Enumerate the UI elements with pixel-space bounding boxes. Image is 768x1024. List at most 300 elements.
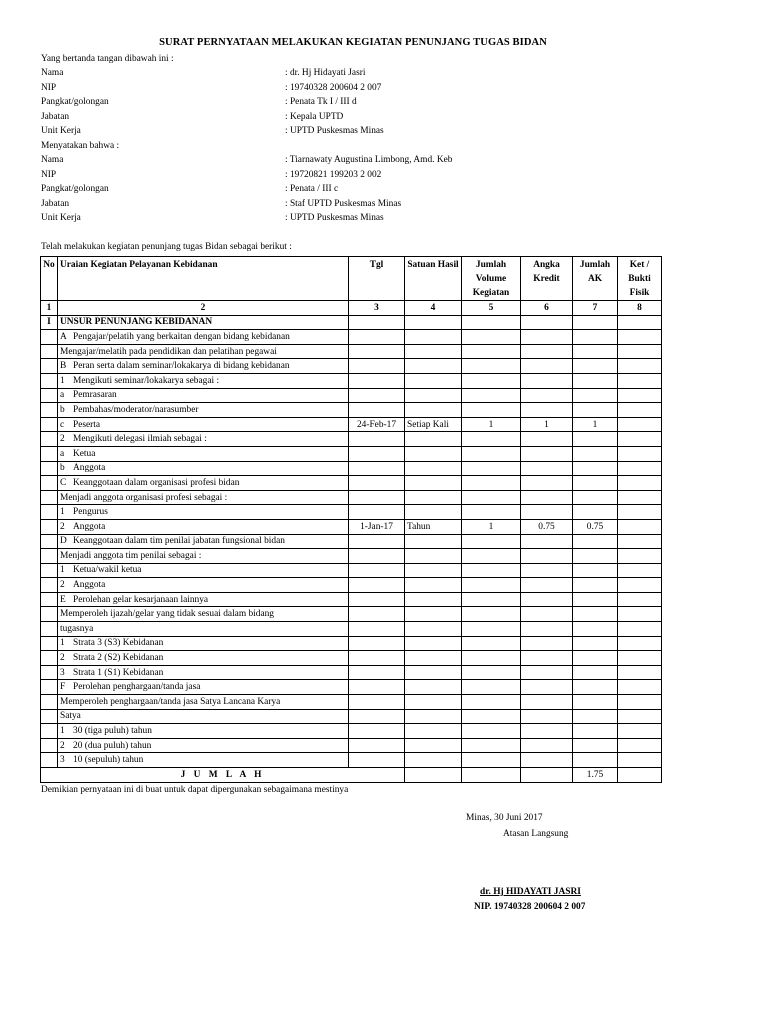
cell-tgl xyxy=(349,592,405,607)
cell-tgl xyxy=(349,563,405,578)
column-number: 4 xyxy=(405,301,462,316)
cell-no xyxy=(41,695,58,710)
cell-satuan xyxy=(405,476,462,491)
cell-volume xyxy=(462,330,521,345)
cell-no xyxy=(41,432,58,447)
cell-jumlah-ak xyxy=(573,373,618,388)
cell-angka-kredit xyxy=(521,651,573,666)
cell-ket xyxy=(618,738,662,753)
signer-row xyxy=(41,96,601,110)
item-text: tugasnya xyxy=(60,623,94,634)
table-row xyxy=(41,651,662,666)
cell-tgl xyxy=(349,534,405,549)
cell-uraian xyxy=(58,315,349,330)
table-row xyxy=(41,490,662,505)
cell-no xyxy=(41,622,58,637)
cell-volume xyxy=(462,665,521,680)
item-text: Perolehan penghargaan/tanda jasa xyxy=(73,682,201,693)
cell-volume xyxy=(462,578,521,593)
cell-volume xyxy=(462,315,521,330)
subject-row xyxy=(41,198,601,212)
column-number: 2 xyxy=(58,301,349,316)
field-label: Nama xyxy=(41,68,64,78)
cell-no xyxy=(41,490,58,505)
cell-volume xyxy=(462,695,521,710)
table-row xyxy=(41,344,662,359)
item-text: Strata 3 (S3) Kebidanan xyxy=(73,638,164,649)
cell-no xyxy=(41,680,58,695)
table-row xyxy=(41,315,662,330)
cell-satuan: Tahun xyxy=(405,519,462,534)
cell-tgl xyxy=(349,680,405,695)
cell-uraian xyxy=(58,753,349,768)
table-row xyxy=(41,373,662,388)
cell-angka-kredit xyxy=(521,665,573,680)
cell-jumlah-ak xyxy=(573,534,618,549)
cell-satuan xyxy=(405,563,462,578)
field-label: Unit Kerja xyxy=(41,213,81,223)
cell-uraian xyxy=(58,665,349,680)
cell-angka-kredit xyxy=(521,344,573,359)
cell-uraian xyxy=(58,549,349,564)
cell-ket xyxy=(618,651,662,666)
cell-jumlah-ak xyxy=(573,578,618,593)
table-row xyxy=(41,753,662,768)
table-row xyxy=(41,607,662,622)
table-row xyxy=(41,709,662,724)
cell-volume xyxy=(462,738,521,753)
cell-uraian xyxy=(58,330,349,345)
cell-no: I xyxy=(41,315,58,330)
cell-no xyxy=(41,373,58,388)
field-value: : Penata Tk I / III d xyxy=(285,97,357,107)
cell-ket xyxy=(618,432,662,447)
cell-tgl xyxy=(349,344,405,359)
cell-uraian xyxy=(58,519,349,534)
cell-volume xyxy=(462,534,521,549)
cell-angka-kredit xyxy=(521,636,573,651)
item-text: Satya xyxy=(60,711,81,722)
cell-uraian xyxy=(58,359,349,374)
document-title: SURAT PERNYATAAN MELAKUKAN KEGIATAN PENUNJANG TUGAS BIDAN xyxy=(159,37,547,48)
cell-uraian xyxy=(58,709,349,724)
cell-angka-kredit xyxy=(521,476,573,491)
cell-jumlah-ak xyxy=(573,461,618,476)
cell-volume xyxy=(462,709,521,724)
cell-tgl xyxy=(349,446,405,461)
cell-no xyxy=(41,505,58,520)
cell-no xyxy=(41,461,58,476)
cell-jumlah-ak xyxy=(573,505,618,520)
field-value: : Tiarnawaty Augustina Limbong, Amd. Keb xyxy=(285,155,453,165)
item-marker: b xyxy=(60,404,65,415)
header-satuan: Satuan Hasil xyxy=(405,257,462,301)
cell-volume xyxy=(462,724,521,739)
cell-volume xyxy=(462,476,521,491)
item-text: Memperoleh ijazah/gelar yang tidak sesuai dalam bidang xyxy=(60,609,274,620)
cell-satuan xyxy=(405,315,462,330)
cell-tgl xyxy=(349,549,405,564)
cell-angka-kredit xyxy=(521,359,573,374)
cell-angka-kredit xyxy=(521,680,573,695)
cell-volume: 1 xyxy=(462,417,521,432)
table-row xyxy=(41,665,662,680)
cell-jumlah-ak xyxy=(573,476,618,491)
field-value: : 19720821 199203 2 002 xyxy=(285,169,382,180)
cell-volume xyxy=(462,607,521,622)
cell-uraian xyxy=(58,695,349,710)
table-header-row xyxy=(41,257,662,301)
item-text: Keanggotaan dalam tim penilai jabatan fungsional bidan xyxy=(73,536,285,547)
cell-uraian xyxy=(58,476,349,491)
cell-angka-kredit: 1 xyxy=(521,417,573,432)
item-marker: C xyxy=(60,477,67,488)
cell-jumlah-ak xyxy=(573,695,618,710)
field-label: Unit Kerja xyxy=(41,126,81,136)
cell-volume xyxy=(462,403,521,418)
cell-satuan xyxy=(405,505,462,520)
cell-tgl: 1-Jan-17 xyxy=(349,519,405,534)
cell-tgl xyxy=(349,651,405,666)
item-marker: 1 xyxy=(60,507,65,518)
cell-ket xyxy=(618,344,662,359)
cell-uraian xyxy=(58,373,349,388)
subject-row xyxy=(41,183,601,197)
intro-text: Yang bertanda tangan dibawah ini : xyxy=(41,54,174,64)
cell-volume xyxy=(462,592,521,607)
cell-ket xyxy=(618,446,662,461)
cell-no xyxy=(41,344,58,359)
item-marker: 1 xyxy=(60,726,65,737)
cell-volume xyxy=(462,680,521,695)
field-label: Pangkat/golongan xyxy=(41,184,109,194)
item-text: 30 (tiga puluh) tahun xyxy=(73,726,152,737)
item-text: Pengajar/pelatih yang berkaitan dengan bidang kebidanan xyxy=(73,331,290,342)
cell-tgl xyxy=(349,695,405,710)
cell-jumlah-ak: 0.75 xyxy=(573,519,618,534)
cell-tgl xyxy=(349,432,405,447)
item-marker: 2 xyxy=(60,580,65,591)
cell-jumlah-ak xyxy=(573,651,618,666)
field-label: Jabatan xyxy=(41,198,70,209)
cell-no xyxy=(41,738,58,753)
item-text: Mengikuti seminar/lokakarya sebagai : xyxy=(73,375,220,386)
cell-angka-kredit xyxy=(521,753,573,768)
cell-jumlah-ak xyxy=(573,709,618,724)
cell-ket xyxy=(618,359,662,374)
cell-ket xyxy=(618,490,662,505)
cell-tgl xyxy=(349,607,405,622)
cell-satuan: Setiap Kali xyxy=(405,417,462,432)
table-row xyxy=(41,534,662,549)
cell-no xyxy=(41,651,58,666)
cell-ket xyxy=(618,417,662,432)
cell-tgl xyxy=(349,476,405,491)
item-text: Anggota xyxy=(73,463,106,474)
table-row xyxy=(41,549,662,564)
cell-no xyxy=(41,519,58,534)
item-marker: D xyxy=(60,536,67,547)
cell-angka-kredit xyxy=(521,549,573,564)
cell-tgl xyxy=(349,359,405,374)
cell-uraian xyxy=(58,622,349,637)
cell-no xyxy=(41,446,58,461)
table-row xyxy=(41,432,662,447)
cell-jumlah-ak xyxy=(573,359,618,374)
item-text: Mengajar/melatih pada pendidikan dan pelatihan pegawai xyxy=(60,346,277,357)
table-row xyxy=(41,738,662,753)
cell-jumlah-ak xyxy=(573,446,618,461)
cell-volume xyxy=(462,432,521,447)
table-row xyxy=(41,680,662,695)
cell-ket xyxy=(618,636,662,651)
column-number: 8 xyxy=(618,301,662,316)
table-row xyxy=(41,695,662,710)
subject-row xyxy=(41,169,601,183)
item-text: Strata 1 (S1) Kebidanan xyxy=(73,667,164,678)
signer-row xyxy=(41,125,601,139)
cell-satuan xyxy=(405,388,462,403)
cell-uraian xyxy=(58,680,349,695)
header-ket: Ket / Bukti Fisik xyxy=(618,257,662,301)
cell-ket xyxy=(618,607,662,622)
cell-satuan xyxy=(405,724,462,739)
item-text: Ketua/wakil ketua xyxy=(73,565,142,576)
item-text: Pemrasaran xyxy=(73,390,117,401)
cell-ket xyxy=(618,330,662,345)
item-text: Mengikuti delegasi ilmiah sebagai : xyxy=(73,434,207,445)
cell-angka-kredit xyxy=(521,461,573,476)
cell-satuan xyxy=(405,709,462,724)
cell-tgl xyxy=(349,636,405,651)
cell-tgl xyxy=(349,724,405,739)
item-marker: a xyxy=(60,390,65,401)
cell-angka-kredit xyxy=(521,446,573,461)
cell-volume xyxy=(462,549,521,564)
header-tgl: Tgl xyxy=(349,257,405,301)
cell-ket xyxy=(618,768,662,783)
subject-row xyxy=(41,154,601,168)
field-value: : UPTD Puskesmas Minas xyxy=(285,126,384,136)
item-text: Keanggotaan dalam organisasi profesi bidan xyxy=(73,477,240,488)
cell-satuan xyxy=(405,665,462,680)
cell-ket xyxy=(618,578,662,593)
cell-angka-kredit xyxy=(521,607,573,622)
cell-no xyxy=(41,534,58,549)
table-row xyxy=(41,519,662,534)
table-row xyxy=(41,403,662,418)
item-marker: B xyxy=(60,361,67,372)
item-marker: 2 xyxy=(60,740,65,751)
column-number: 6 xyxy=(521,301,573,316)
item-text: Ketua xyxy=(73,448,96,459)
cell-tgl xyxy=(349,373,405,388)
column-number: 3 xyxy=(349,301,405,316)
cell-ket xyxy=(618,461,662,476)
cell-no xyxy=(41,330,58,345)
cell-jumlah-ak xyxy=(573,549,618,564)
cell-volume xyxy=(462,622,521,637)
cell-angka-kredit xyxy=(521,563,573,578)
cell-angka-kredit xyxy=(521,768,573,783)
cell-jumlah-ak xyxy=(573,680,618,695)
item-text: Anggota xyxy=(73,521,106,532)
cell-ket xyxy=(618,373,662,388)
cell-volume xyxy=(462,753,521,768)
cell-angka-kredit xyxy=(521,709,573,724)
cell-jumlah-ak xyxy=(573,753,618,768)
cell-ket xyxy=(618,695,662,710)
cell-satuan xyxy=(405,578,462,593)
cell-angka-kredit xyxy=(521,490,573,505)
cell-jumlah-ak xyxy=(573,622,618,637)
cell-uraian xyxy=(58,490,349,505)
header-volume: Jumlah Volume Kegiatan xyxy=(462,257,521,301)
cell-tgl xyxy=(349,315,405,330)
cell-satuan xyxy=(405,738,462,753)
cell-angka-kredit xyxy=(521,738,573,753)
cell-satuan xyxy=(405,592,462,607)
table-row xyxy=(41,461,662,476)
item-marker: a xyxy=(60,448,65,459)
cell-volume xyxy=(462,359,521,374)
cell-jumlah-ak xyxy=(573,563,618,578)
cell-tgl xyxy=(349,330,405,345)
cell-volume xyxy=(462,505,521,520)
field-label: Nama xyxy=(41,155,64,165)
cell-ket xyxy=(618,476,662,491)
table-row xyxy=(41,622,662,637)
signatory-name: dr. Hj HIDAYATI JASRI xyxy=(480,887,581,897)
item-marker: 3 xyxy=(60,667,65,678)
cell-ket xyxy=(618,505,662,520)
cell-no xyxy=(41,549,58,564)
cell-uraian xyxy=(58,446,349,461)
table-row xyxy=(41,505,662,520)
cell-no xyxy=(41,636,58,651)
cell-jumlah-ak xyxy=(573,607,618,622)
field-value: : Kepala UPTD xyxy=(285,111,344,122)
table-row xyxy=(41,724,662,739)
activity-table xyxy=(40,256,662,783)
cell-jumlah-ak xyxy=(573,330,618,345)
cell-jumlah-ak xyxy=(573,636,618,651)
total-label: J U M L A H xyxy=(41,768,405,783)
cell-tgl xyxy=(349,665,405,680)
cell-uraian xyxy=(58,578,349,593)
table-row xyxy=(41,578,662,593)
column-number: 7 xyxy=(573,301,618,316)
cell-no xyxy=(41,563,58,578)
cell-satuan xyxy=(405,403,462,418)
item-text: Menjadi anggota tim penilai sebagai : xyxy=(60,550,202,561)
item-text: 10 (sepuluh) tahun xyxy=(73,755,144,766)
cell-satuan xyxy=(405,768,462,783)
cell-no xyxy=(41,607,58,622)
field-value: : UPTD Puskesmas Minas xyxy=(285,213,384,223)
cell-uraian xyxy=(58,417,349,432)
cell-jumlah-ak xyxy=(573,592,618,607)
cell-tgl xyxy=(349,490,405,505)
cell-satuan xyxy=(405,359,462,374)
cell-satuan xyxy=(405,622,462,637)
cell-volume xyxy=(462,461,521,476)
table-row xyxy=(41,636,662,651)
subject-row xyxy=(41,212,601,226)
cell-jumlah-ak xyxy=(573,315,618,330)
cell-uraian xyxy=(58,505,349,520)
cell-no xyxy=(41,403,58,418)
item-marker: 2 xyxy=(60,653,65,664)
total-jumlah-ak: 1.75 xyxy=(573,768,618,783)
cell-satuan xyxy=(405,373,462,388)
item-marker: b xyxy=(60,463,65,474)
item-text: Memperoleh penghargaan/tanda jasa Satya Lancana Karya xyxy=(60,696,281,707)
item-marker: 1 xyxy=(60,638,65,649)
cell-uraian xyxy=(58,738,349,753)
item-text: Anggota xyxy=(73,580,106,591)
cell-angka-kredit xyxy=(521,388,573,403)
cell-no xyxy=(41,388,58,403)
cell-uraian xyxy=(58,563,349,578)
cell-uraian xyxy=(58,344,349,359)
cell-tgl: 24-Feb-17 xyxy=(349,417,405,432)
column-number-row xyxy=(41,301,662,316)
cell-no xyxy=(41,753,58,768)
item-marker: E xyxy=(60,594,66,605)
cell-jumlah-ak xyxy=(573,403,618,418)
cell-ket xyxy=(618,549,662,564)
cell-angka-kredit xyxy=(521,432,573,447)
place-date: Minas, 30 Juni 2017 xyxy=(466,813,543,823)
cell-angka-kredit xyxy=(521,622,573,637)
header-uraian: Uraian Kegiatan Pelayanan Kebidanan xyxy=(58,257,349,301)
cell-no xyxy=(41,709,58,724)
cell-no xyxy=(41,476,58,491)
cell-volume xyxy=(462,373,521,388)
table-row xyxy=(41,592,662,607)
cell-uraian xyxy=(58,651,349,666)
cell-ket xyxy=(618,315,662,330)
item-marker: 3 xyxy=(60,755,65,766)
field-label: Jabatan xyxy=(41,111,70,122)
item-marker: c xyxy=(60,419,65,430)
cell-no xyxy=(41,592,58,607)
item-text: Pengurus xyxy=(73,507,108,518)
table-row xyxy=(41,330,662,345)
cell-angka-kredit xyxy=(521,315,573,330)
item-text: Peserta xyxy=(73,419,101,430)
cell-jumlah-ak xyxy=(573,738,618,753)
cell-ket xyxy=(618,592,662,607)
field-value: : Penata / III c xyxy=(285,184,339,194)
cell-jumlah-ak xyxy=(573,724,618,739)
item-text: Peran serta dalam seminar/lokakarya di bidang kebidanan xyxy=(73,361,290,372)
cell-angka-kredit xyxy=(521,695,573,710)
cell-jumlah-ak xyxy=(573,344,618,359)
cell-uraian xyxy=(58,607,349,622)
cell-ket xyxy=(618,534,662,549)
cell-no xyxy=(41,665,58,680)
cell-angka-kredit xyxy=(521,724,573,739)
item-text: Pembahas/moderator/narasumber xyxy=(73,404,199,415)
cell-jumlah-ak xyxy=(573,432,618,447)
cell-angka-kredit: 0.75 xyxy=(521,519,573,534)
cell-satuan xyxy=(405,461,462,476)
item-text: Strata 2 (S2) Kebidanan xyxy=(73,653,164,664)
table-intro: Telah melakukan kegiatan penunjang tugas Bidan sebagai berikut : xyxy=(41,242,292,252)
column-number: 5 xyxy=(462,301,521,316)
